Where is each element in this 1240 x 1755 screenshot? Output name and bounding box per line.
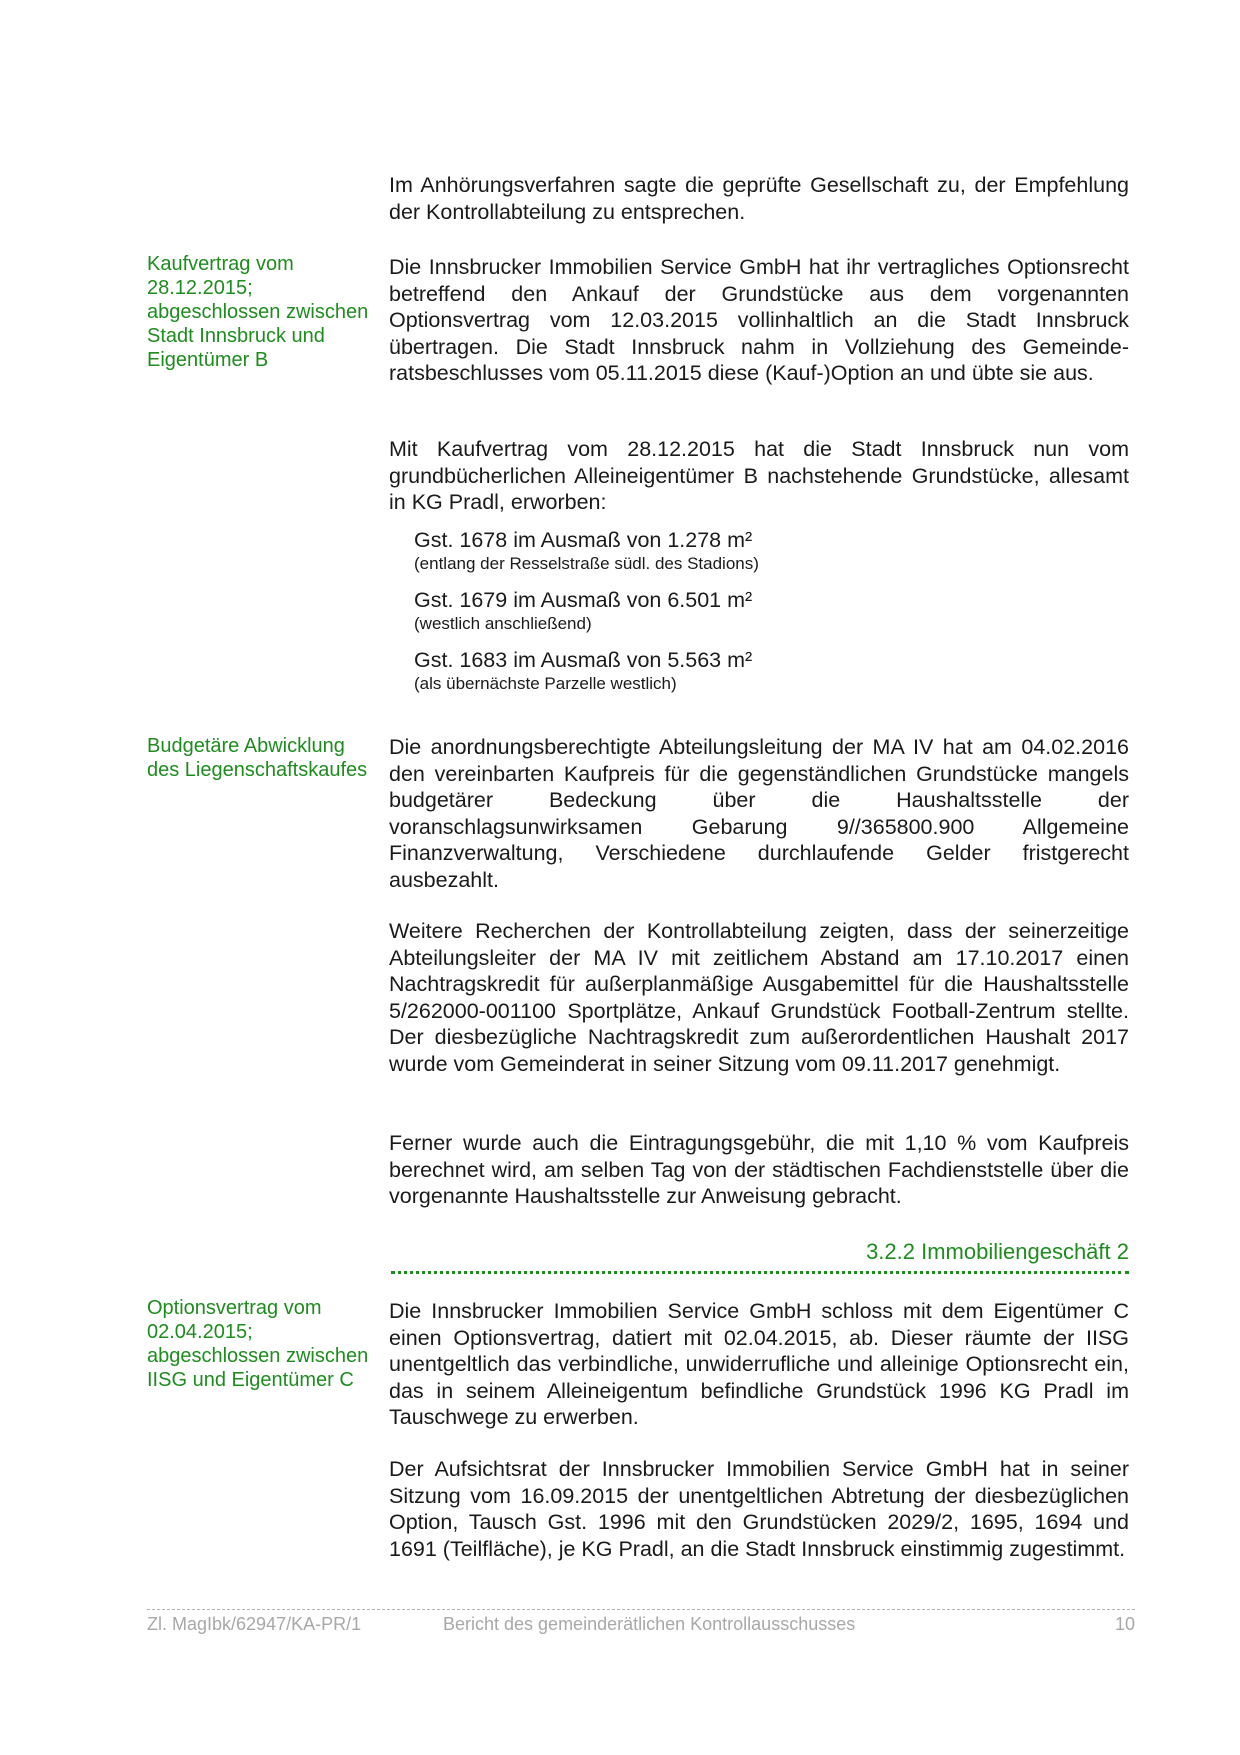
page-number: 10 — [1114, 1614, 1135, 1634]
paragraph-registration-fee: Ferner wurde auch die Eintragungsgebühr, die mit 1,10 % vom Kaufpreis berechnet wird, am selben Tag von der städtischen Fachdienststelle über die vorgenannte Haushaltsstelle zur Anweisung gebracht. — [389, 1131, 1129, 1208]
paragraph-purchase: Mit Kaufvertrag vom 28.12.2015 hat die Stadt Innsbruck nun vom grundbücherlichen Alleineigentümer B nachstehende Grundstücke, allesamt in KG Pradl, erworben: — [389, 437, 1129, 514]
plot-location: (als übernächste Parzelle westlich) — [414, 674, 677, 693]
plot-size: Gst. 1683 im Ausmaß von 5.563 m² — [414, 648, 753, 672]
plot-size: Gst. 1678 im Ausmaß von 1.278 m² — [414, 528, 753, 552]
margin-note-budget: Budgetäre Abwicklung des Liegenschaftskaufes — [147, 735, 368, 781]
paragraph-option-transfer: Die Innsbrucker Immobilien Service GmbH hat ihr vertragliches Optionsrecht betreffend den Ankauf der Grundstücke aus dem vorgenannten Optionsvertrag vom 12.03.2015 vollinhaltlich an die Stadt Innsbruck übertragen. Die Stadt Innsbruck nahm in Vollziehung des Gemeinderatsbeschlusses vom 05.11.2015 diese (Kauf-)Option an und übte sie aus. — [389, 255, 1129, 385]
footer-title: Bericht des gemeinderätlichen Kontrollausschusses — [443, 1614, 856, 1634]
paragraph-supervisory-board: Der Aufsichtsrat der Innsbrucker Immobilien Service GmbH hat in seiner Sitzung vom 16.09.2015 der unentgeltlichen Abtretung der diesbezüglichen Option, Tausch Gst. 1996 mit den Grundstücken 2029/2, 1695, 1694 und 1691 (Teilfläche), je KG Pradl, an die Stadt Innsbruck einstimmig zugestimmt. — [389, 1457, 1129, 1561]
margin-note-purchase-contract: Kaufvertrag vom 28.12.2015; abgeschlossen zwischen Stadt Innsbruck und Eigentümer B — [147, 253, 369, 371]
paragraph-hearing: Im Anhörungsverfahren sagte die geprüfte Gesellschaft zu, der Empfehlung der Kontrollabteilung zu entsprechen. — [389, 173, 1129, 224]
plot-location: (entlang der Resselstraße südl. des Stadions) — [414, 554, 759, 573]
plot-item — [414, 587, 1114, 635]
section-heading: 3.2.2 Immobiliengeschäft 2 — [866, 1239, 1129, 1264]
footer-reference: Zl. MagIbk/62947/KA-PR/1 — [147, 1614, 362, 1634]
paragraph-supplementary-credit: Weitere Recherchen der Kontrollabteilung zeigten, dass der seinerzeitige Abteilungsleiter der MA IV mit zeitlichem Abstand am 17.10.2017 einen Nachtragskredit für außerplanmäßige Ausgabemittel für die Haushaltsstelle 5/262000-001100 Sportplätze, Ankauf Grundstück Football-Zentrum stellte. Der diesbezügliche Nachtragskredit zum außerordentlichen Haushalt 2017 wurde vom Gemeinderat in seiner Sitzung vom 09.11.2017 genehmigt. — [389, 919, 1129, 1076]
plot-item — [414, 647, 1114, 695]
plot-location: (westlich anschließend) — [414, 614, 592, 633]
paragraph-option-contract: Die Innsbrucker Immobilien Service GmbH schloss mit dem Eigentümer C einen Optionsvertrag, datiert mit 02.04.2015, ab. Dieser räumte der IISG unentgeltlich das verbindliche, unwiderrufliche und alleinige Optionsrecht ein, das in seinem Alleineigentum befindliche Grundstück 1996 KG Pradl im Tauschwege zu erwerben. — [389, 1299, 1129, 1429]
plot-item — [414, 527, 1114, 575]
plot-size: Gst. 1679 im Ausmaß von 6.501 m² — [414, 588, 753, 612]
footer-divider — [147, 1609, 1135, 1610]
margin-note-option-contract: Optionsvertrag vom 02.04.2015; abgeschlossen zwischen IISG und Eigentümer C — [147, 1297, 369, 1391]
heading-underline — [391, 1271, 1129, 1274]
paragraph-payment: Die anordnungsberechtigte Abteilungsleitung der MA IV hat am 04.02.2016 den vereinbarten Kaufpreis für die gegenständlichen Grundstücke mangels budgetärer Bedeckung über die Haushaltsstelle der voranschlagsunwirksamen Gebarung 9//365800.900 Allgemeine Finanzverwaltung, Verschiedene durchlaufende Gelder fristgerecht ausbezahlt. — [389, 735, 1129, 892]
